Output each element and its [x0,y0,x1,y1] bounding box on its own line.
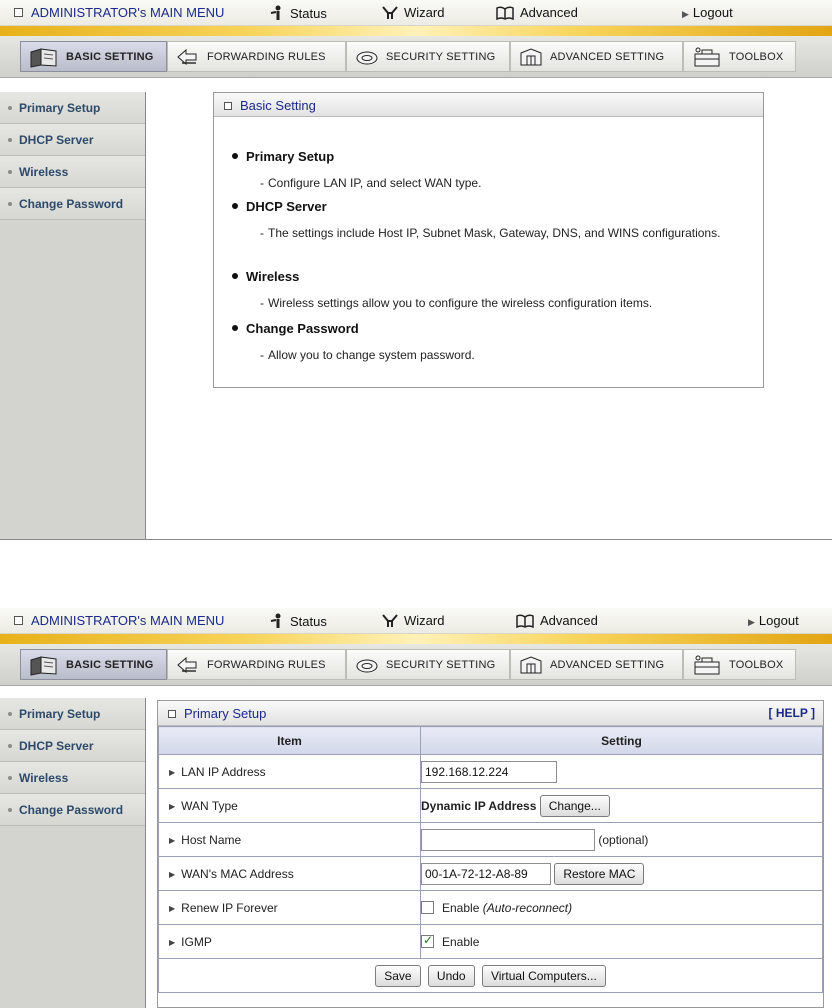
bullet-icon [232,203,238,209]
button-row [159,959,823,993]
renew-enable-label: Enable [442,900,480,915]
bullet-icon [8,744,12,748]
table-row [159,891,823,925]
igmp-checkbox[interactable] [421,935,434,948]
column-header-setting: Setting [421,727,823,755]
tab-basic-setting[interactable]: BASIC SETTING [20,649,167,680]
bullet-icon [8,808,12,812]
wizard-link[interactable]: Wizard [382,613,444,628]
igmp-enable-label: Enable [442,934,480,949]
main-menu-bar [0,0,832,26]
sidebar-item-primary-setup[interactable]: Primary Setup [0,698,145,730]
folder-book-icon [29,46,59,68]
sidebar-item-dhcp-server[interactable]: DHCP Server [0,124,145,156]
decorative-band [0,634,832,644]
tab-basic-setting[interactable]: BASIC SETTING [20,41,167,72]
admin-menu-title: ADMINISTRATOR's MAIN MENU [14,613,224,628]
triangle-right-icon: ▶ [169,767,176,777]
host-name-input[interactable] [421,829,595,851]
sidebar [0,698,146,1008]
triangle-right-icon: ▶ [169,903,176,913]
renew-ip-label: Renew IP Forever [181,900,278,915]
virtual-computers-button[interactable]: Virtual Computers... [482,965,606,987]
status-person-icon [270,613,284,629]
box-title: Primary Setup [168,706,266,721]
toolbox-icon [692,654,722,676]
advanced-building-icon [519,655,543,675]
bullet-icon [232,153,238,159]
sidebar-item-wireless[interactable]: Wireless [0,762,145,794]
help-link[interactable]: [ HELP ] [768,706,815,720]
forward-arrows-icon [176,655,200,675]
tab-advanced-setting[interactable]: ADVANCED SETTING [510,649,683,680]
tab-bar [0,644,832,686]
advanced-building-icon [519,47,543,67]
decorative-band [0,26,832,36]
table-row [159,755,823,789]
restore-mac-button[interactable]: Restore MAC [554,863,644,885]
tab-advanced-setting[interactable]: ADVANCED SETTING [510,41,683,72]
main-menu-bar [0,608,832,634]
sidebar-item-dhcp-server[interactable]: DHCP Server [0,730,145,762]
lan-ip-input[interactable] [421,761,557,783]
section-change-password: Change Password - Allow you to change system password. [232,321,730,366]
tab-forwarding-rules[interactable]: FORWARDING RULES [167,649,346,680]
toolbox-icon [692,46,722,68]
wan-type-label: WAN Type [181,798,238,813]
advanced-icon [516,614,534,628]
advanced-link[interactable]: Advanced [516,613,598,628]
box-header [214,93,763,117]
wizard-icon [382,614,398,628]
section-wireless: Wireless - Wireless settings allow you to configure the wireless configuration items. [232,269,730,314]
bullet-icon [8,138,12,142]
forward-arrows-icon [176,47,200,67]
admin-menu-title: ADMINISTRATOR's MAIN MENU [14,5,224,20]
table-header-row [159,727,823,755]
status-person-icon [270,5,284,21]
host-name-label: Host Name [181,832,242,847]
triangle-right-icon: ▶ [169,835,176,845]
lan-ip-label: LAN IP Address [181,764,266,779]
advanced-link[interactable]: Advanced [496,5,578,20]
bullet-icon [8,712,12,716]
basic-setting-box [213,92,764,388]
wan-type-value: Dynamic IP Address [421,798,537,813]
tab-security-setting[interactable]: SECURITY SETTING [346,41,510,72]
security-lock-icon [355,48,379,66]
undo-button[interactable]: Undo [428,965,475,987]
sidebar-item-change-password[interactable]: Change Password [0,794,145,826]
header-square-icon [168,710,176,718]
mac-address-input[interactable] [421,863,551,885]
table-row [159,857,823,891]
divider [0,539,832,540]
tab-forwarding-rules[interactable]: FORWARDING RULES [167,41,346,72]
status-link[interactable]: Status [270,613,327,629]
triangle-right-icon: ▶ [682,9,689,19]
optional-note: (optional) [598,832,649,847]
table-row [159,925,823,959]
triangle-right-icon: ▶ [169,801,176,811]
triangle-right-icon: ▶ [169,937,176,947]
sidebar-item-primary-setup[interactable]: Primary Setup [0,92,145,124]
igmp-label: IGMP [181,934,212,949]
menu-square-icon [14,616,23,625]
logout-link[interactable]: ▶ Logout [748,613,799,628]
bullet-icon [8,106,12,110]
sidebar-item-wireless[interactable]: Wireless [0,156,145,188]
primary-setup-screen [0,608,832,1008]
bullet-icon [232,325,238,331]
logout-link[interactable]: ▶ Logout [682,5,733,20]
change-wan-type-button[interactable]: Change... [540,795,610,817]
primary-setup-table [158,726,823,993]
bullet-icon [8,170,12,174]
wizard-link[interactable]: Wizard [382,5,444,20]
menu-square-icon [14,8,23,17]
triangle-right-icon: ▶ [748,617,755,627]
renew-ip-checkbox[interactable] [421,901,434,914]
triangle-right-icon: ▶ [169,869,176,879]
header-square-icon [224,102,232,110]
tab-toolbox[interactable]: TOOLBOX [683,649,796,680]
wizard-icon [382,6,398,20]
primary-setup-box [157,700,824,1008]
mac-address-label: WAN's MAC Address [181,866,294,881]
advanced-icon [496,6,514,20]
security-lock-icon [355,656,379,674]
tab-toolbox[interactable]: TOOLBOX [683,41,796,72]
box-title: Basic Setting [224,98,316,113]
bullet-icon [232,273,238,279]
tab-bar [0,36,832,78]
table-row [159,789,823,823]
tab-security-setting[interactable]: SECURITY SETTING [346,649,510,680]
box-header [158,701,823,726]
table-row [159,823,823,857]
status-link[interactable]: Status [270,5,327,21]
folder-book-icon [29,654,59,676]
bullet-icon [8,202,12,206]
column-header-item: Item [159,727,421,755]
bullet-icon [8,776,12,780]
section-dhcp-server: DHCP Server - The settings include Host IP, Subnet Mask, Gateway, DNS, and WINS configurations. [232,199,730,244]
auto-reconnect-note: (Auto-reconnect) [482,900,573,915]
section-primary-setup: Primary Setup - Configure LAN IP, and select WAN type. [232,149,730,194]
sidebar-item-change-password[interactable]: Change Password [0,188,145,220]
save-button[interactable]: Save [375,965,420,987]
sidebar [0,92,146,540]
